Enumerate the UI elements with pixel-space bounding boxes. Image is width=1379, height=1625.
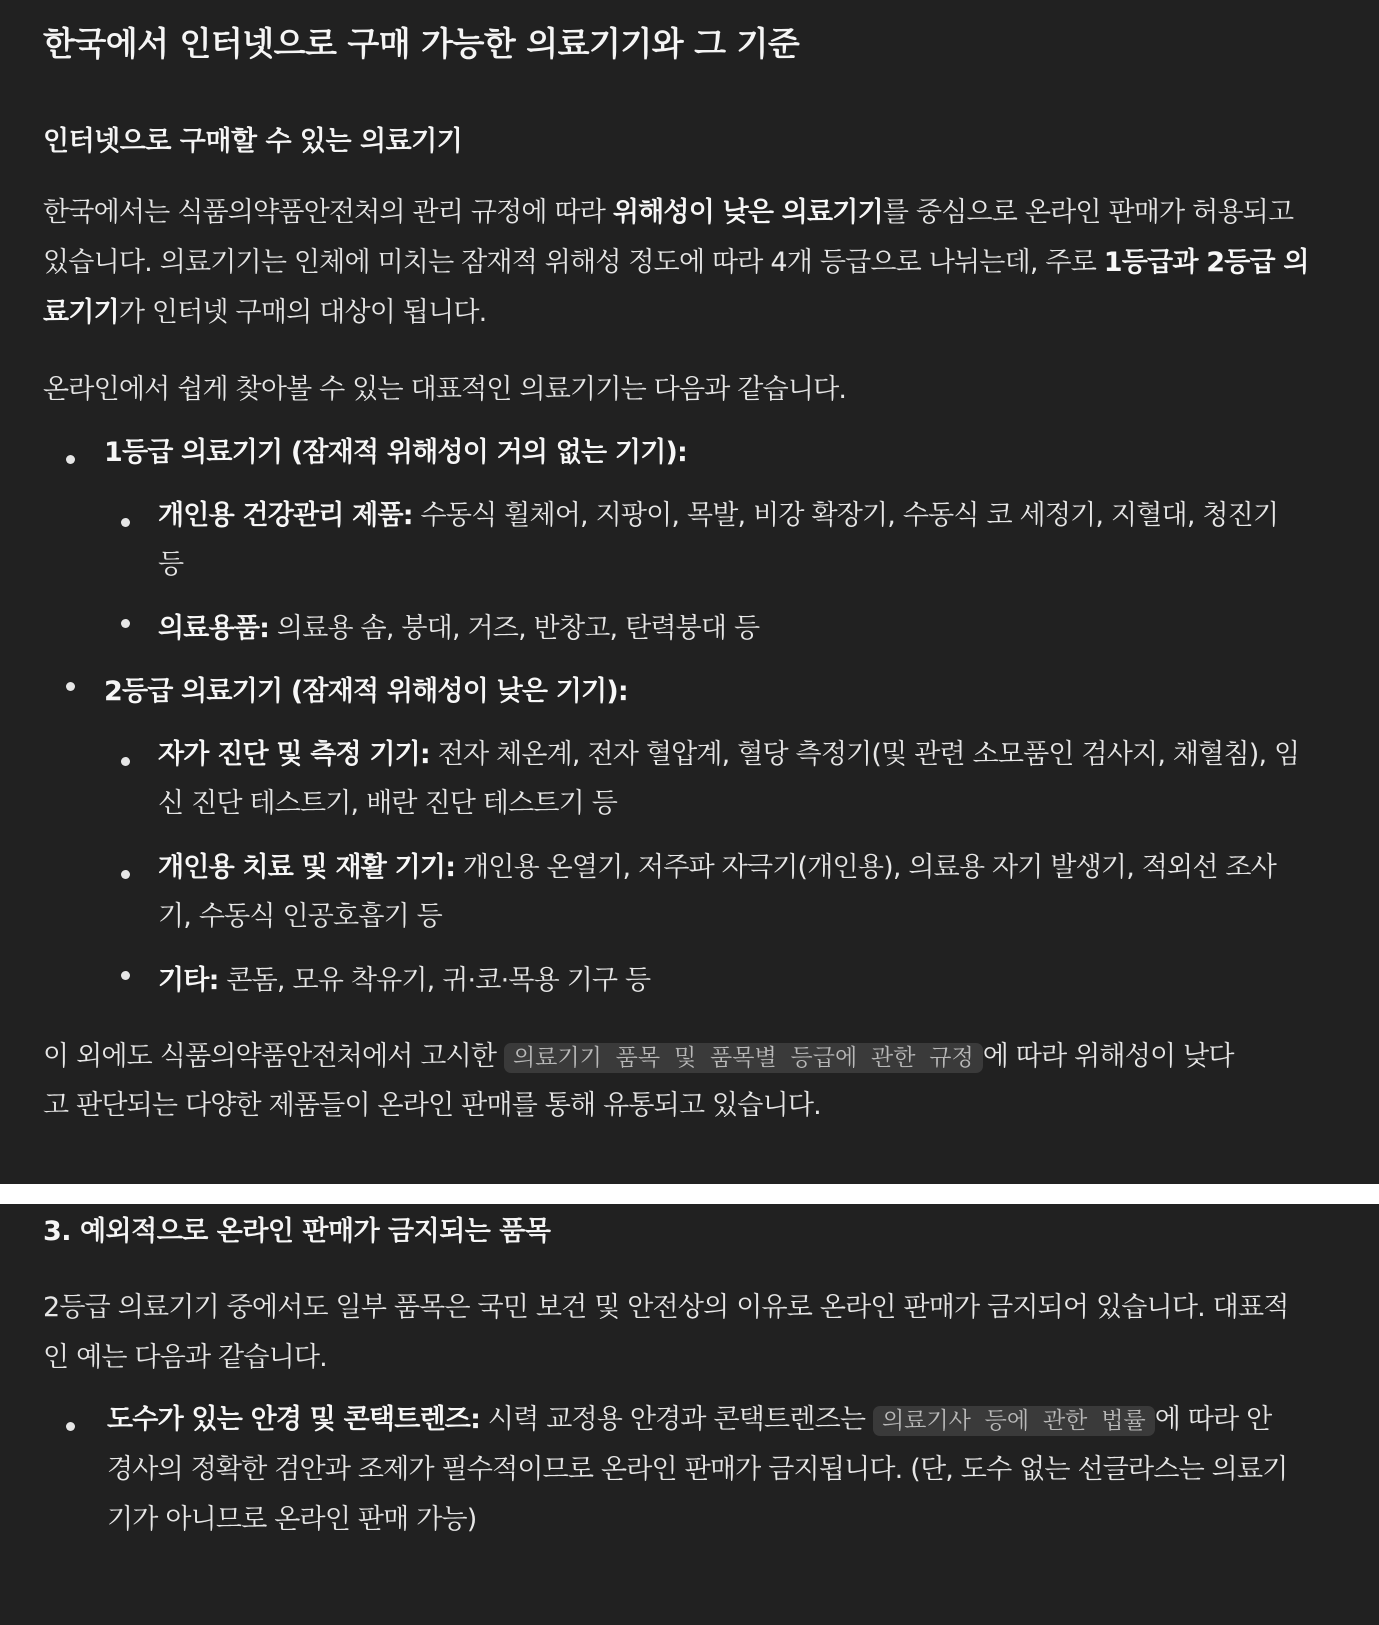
class2-title: 2등급 의료기기 (잠재적 위해성이 낮은 기기): [104, 676, 628, 707]
list-item: 기타: 콘돔, 모유 착유기, 귀·코·목용 기구 등 [158, 965, 651, 996]
closing-line-2: 고 판단되는 다양한 제품들이 온라인 판매를 통해 유통되고 있습니다. [43, 1090, 821, 1121]
bullet-icon [121, 757, 130, 766]
closing-line-1: 이 외에도 식품의약품안전처에서 고시한 의료기기 품목 및 품목별 등급에 관한 규정 에 따라 위해성이 낮다 [43, 1041, 1234, 1072]
inline-code: 의료기사 등에 관한 법률 [873, 1406, 1155, 1436]
list-item: 도수가 있는 안경 및 콘택트렌즈: 시력 교정용 안경과 콘택트렌즈는 의료기사 등에 관한 법률 에 따라 안 [107, 1404, 1272, 1435]
intro-line-3: 료기기가 인터넷 구매의 대상이 됩니다. [43, 297, 487, 328]
intro-line-2: 있습니다. 의료기기는 인체에 미치는 잠재적 위해성 정도에 따라 4개 등급으로 나뉘는데, 주로 1등급과 2등급 의 [43, 247, 1309, 278]
list-item: 의료용품: 의료용 솜, 붕대, 거즈, 반창고, 탄력붕대 등 [158, 613, 760, 644]
bullet-icon [66, 455, 75, 464]
class1-title: 1등급 의료기기 (잠재적 위해성이 거의 없는 기기): [104, 437, 688, 468]
bullet-icon [66, 1422, 75, 1431]
list-item: 개인용 건강관리 제품: 수동식 휠체어, 지팡이, 목발, 비강 확장기, 수동식 코 세정기, 지혈대, 청진기 [158, 500, 1279, 531]
list-item: 자가 진단 및 측정 기기: 전자 체온계, 전자 혈압계, 혈당 측정기(및 관련 소모품인 검사지, 채혈침), 임 [158, 739, 1300, 770]
bullet-icon [121, 870, 130, 879]
list-item-continued: 신 진단 테스트기, 배란 진단 테스트기 등 [158, 788, 617, 819]
page-title: 한국에서 인터넷으로 구매 가능한 의료기기와 그 기준 [43, 24, 800, 63]
list-item-continued: 기, 수동식 인공호흡기 등 [158, 901, 442, 932]
bullet-icon [66, 682, 75, 691]
intro-line-1: 한국에서는 식품의약품안전처의 관리 규정에 따라 위해성이 낮은 의료기기를 중심으로 온라인 판매가 허용되고 [43, 197, 1294, 228]
lead-sentence: 온라인에서 쉽게 찾아볼 수 있는 대표적인 의료기기는 다음과 같습니다. [43, 374, 847, 405]
inline-code: 의료기기 품목 및 품목별 등급에 관한 규정 [504, 1043, 983, 1073]
list-item-continued: 등 [158, 549, 184, 580]
bullet-icon [121, 619, 130, 628]
list-item-continued: 경사의 정확한 검안과 조제가 필수적이므로 온라인 판매가 금지됩니다. (단, 도수 없는 선글라스는 의료기 [107, 1454, 1288, 1485]
prohibited-intro-line-2: 인 예는 다음과 같습니다. [43, 1342, 327, 1373]
list-item-continued: 기가 아니므로 온라인 판매 가능) [107, 1504, 477, 1535]
list-item: 개인용 치료 및 재활 기기: 개인용 온열기, 저주파 자극기(개인용), 의료용 자기 발생기, 적외선 조사 [158, 852, 1276, 883]
section-heading-prohibited: 3. 예외적으로 온라인 판매가 금지되는 품목 [43, 1216, 551, 1247]
section-heading-online-devices: 인터넷으로 구매할 수 있는 의료기기 [43, 126, 463, 157]
bullet-icon [121, 518, 130, 527]
response-panel-bottom [0, 1204, 1379, 1625]
prohibited-intro-line-1: 2등급 의료기기 중에서도 일부 품목은 국민 보건 및 안전상의 이유로 온라인 판매가 금지되어 있습니다. 대표적 [43, 1292, 1289, 1323]
bullet-icon [121, 971, 130, 980]
